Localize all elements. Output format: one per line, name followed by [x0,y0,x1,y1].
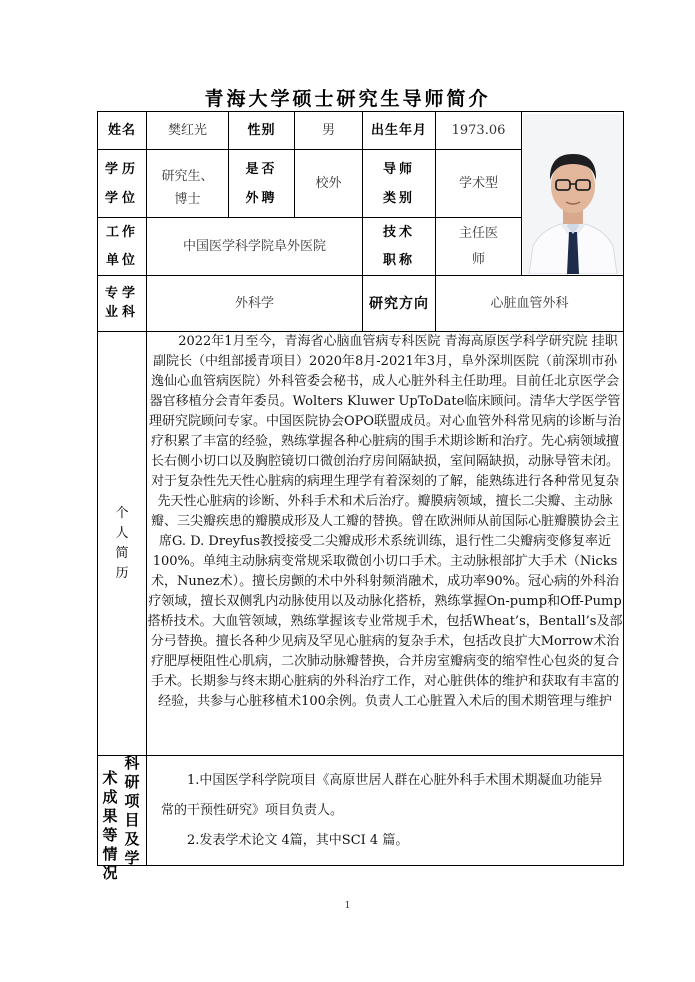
tech-title-label [363,218,436,276]
page-number: 1 [344,901,351,911]
discipline-label-text: 专学业科 [105,286,140,320]
external-value: 校外 [295,150,363,218]
research-cell [147,756,624,866]
research-item: 1.中国医学科学院项目《高原世居人群在心脏外科手术围术期凝血功能异常的干预性研究》项目负责人。 [161,772,603,818]
birth-value: 1973.06 [436,112,522,150]
research-item: 2.发表学术论文 4篇，其中SCI 4 篇。 [187,832,409,848]
workplace-label-text: 工作单位 [105,224,138,268]
resume-cell [147,332,624,756]
education-value: 研究生、博士 [147,150,229,218]
resume-label [98,332,147,756]
education-label [98,150,147,218]
research-label-col-left: 术成果等情况 [102,769,118,882]
gender-label: 性别 [229,112,295,150]
tech-title-label-text: 技术职称 [382,224,415,268]
research-label-col-right: 科研项目及学 [124,754,140,867]
research-direction-value: 心脏血管外科 [436,276,624,332]
research-label [98,754,147,882]
tech-title-value: 主任医师 [436,218,522,276]
education-label-text: 学历学位 [105,161,140,206]
page-title: 青海大学硕士研究生导师简介 [204,88,491,110]
supervisor-type-label-text: 导师类别 [382,161,415,206]
birth-label: 出生年月 [363,112,436,150]
portrait-image [523,114,623,274]
name-label: 姓名 [98,112,147,150]
workplace-value: 中国医学科学院阜外医院 [147,218,363,276]
discipline-value: 外科学 [147,276,363,332]
name-value: 樊红光 [147,112,229,150]
research-direction-label: 研究方向 [363,276,436,332]
workplace-label [98,218,147,276]
photo-cell [522,112,624,276]
supervisor-profile-table [97,111,624,882]
research-label-columns [98,754,146,882]
external-label [229,150,295,218]
discipline-label [98,276,147,332]
resume-text: 2022年1月至今，青海省心脑血管病专科医院 青海高原医学科学研究院 挂职副院长（中组部援青项目）2020年8月-2021年3月，阜外深圳医院（前深圳市孙逸仙心血管病医院）外科管委会秘书，成人心脏外科主任助理。目前任北京医学会器官移植分会青年委员。Wolters Kluwer UpToDate临床顾问。清华大学医学管理研究院顾问专家。中国医院协会OPO联盟成员。对心血管外科常见病的诊断与治疗积累了丰富的经验，熟练掌握各种心脏病的围手术期诊断和治疗。先心病领域擅长右侧小切口以及胸腔镜切口微创治疗房间隔缺损，室间隔缺损，动脉导管未闭。对于复杂性先天性心脏病的病理生理学有着深刻的了解，能熟练进行各种常见复杂先天性心脏病的诊断、外科手术和术后治疗。瓣膜病领域，擅长二尖瓣、主动脉瓣、三尖瓣疾患的瓣膜成形及人工瓣的替换。曾在欧洲师从前国际心脏瓣膜协会主席G. D. Dreyfus教授接受二尖瓣成形术系统训练，退行性二尖瓣病变修复率近100%。单纯主动脉病变常规采取微创小切口手术。主动脉根部扩大手术（Nicks术，Nunez术）。擅长房颤的术中外科射频消融术，成功率90%。冠心病的外科治疗领域，擅长双侧乳内动脉使用以及动脉化搭桥，熟练掌握On-pump和Off-Pump搭桥技术。大血管领域，熟练掌握该专业常规手术，包括Wheat’s，Bentall’s及部分弓替换。擅长各种少见病及罕见心脏病的复杂手术，包括改良扩大Morrow术治疗肥厚梗阻性心肌病，二次肺动脉瓣替换，合并房室瓣病变的缩窄性心包炎的复合手术。长期参与终末期心脏病的外科治疗工作，对心脏供体的维护和获取有丰富的经验，共参与心脏移植术100余例。负责人工心脏置入术后的围术期管理与维护 [147,334,623,709]
resume-label-text: 个人简历 [115,505,129,581]
supervisor-type-label [363,150,436,218]
gender-value: 男 [295,112,363,150]
portrait-photo [522,114,623,274]
supervisor-type-value: 学术型 [436,150,522,218]
external-label-text: 是否外聘 [245,161,278,206]
